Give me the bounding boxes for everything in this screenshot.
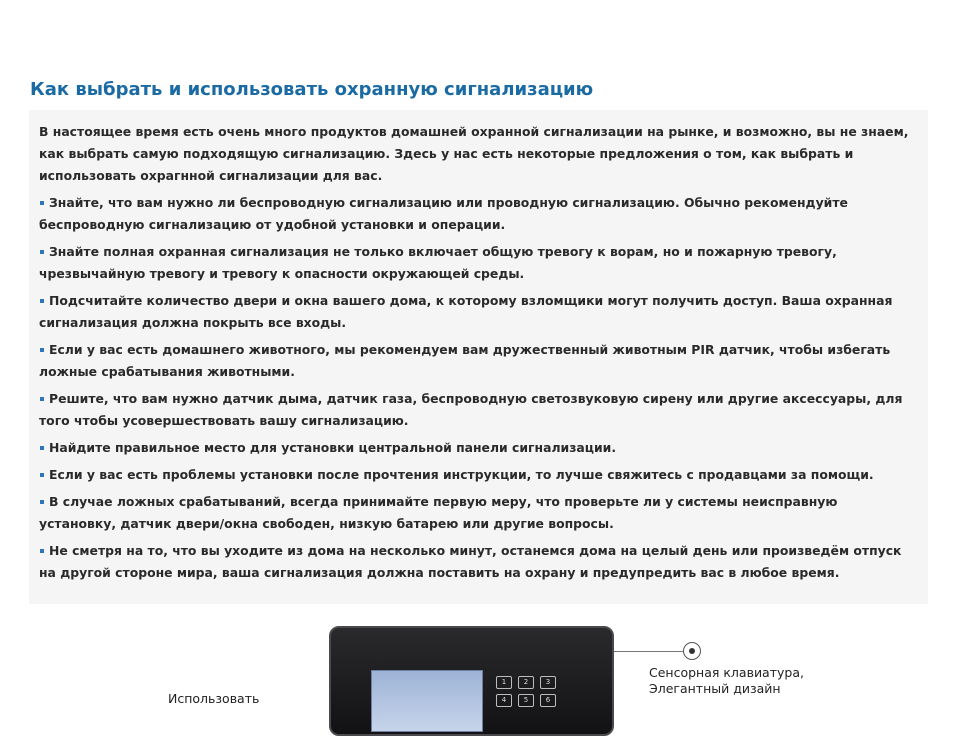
tip-text: Если у вас есть домашнего животного, мы рекомендуем вам дружественный животным PIR датчик, чтобы избегать ложные срабатывания животными. [39, 342, 891, 379]
bullet-icon [40, 201, 44, 205]
bullet-icon [40, 446, 44, 450]
tip-text: В случае ложных срабатываний, всегда принимайте первую меру, что проверьте ли у системы неисправную установку, датчик двери/окна свободен, низкую батарею или другие вопросы. [39, 494, 838, 531]
list-item [39, 437, 916, 459]
tip-text: Знайте полная охранная сигнализация не только включает общую тревогу к ворам, но и пожарную тревогу, чрезвычайную тревогу и тревогу к опасности окружающей среды. [39, 244, 837, 281]
keypad-key: 3 [540, 676, 556, 689]
bullet-icon [40, 473, 44, 477]
bullet-icon [40, 397, 44, 401]
tip-text: Решите, что вам нужно датчик дыма, датчик газа, беспроводную светозвуковую сирену или другие аксессуары, для того чтобы усовершествовать вашу сигнализацию. [39, 391, 903, 428]
alarm-panel-image [329, 626, 614, 736]
bullet-icon [40, 500, 44, 504]
callout-dot-icon [683, 642, 701, 660]
callout-line-2: Элегантный дизайн [649, 681, 781, 696]
keypad-key: 1 [496, 676, 512, 689]
tip-text: Знайте, что вам нужно ли беспроводную сигнализацию или проводную сигнализацию. Обычно рекомендуйте беспроводную сигнализацию от удобной установки и операции. [39, 195, 848, 232]
left-feature-label: Использовать [168, 691, 260, 706]
keypad-callout [649, 665, 804, 697]
keypad-key: 6 [540, 694, 556, 707]
callout-line-1: Сенсорная клавиатура, [649, 665, 804, 680]
list-item [39, 388, 916, 432]
bullet-icon [40, 348, 44, 352]
bullet-icon [40, 250, 44, 254]
tips-list [39, 192, 916, 584]
list-item [39, 464, 916, 486]
list-item [39, 290, 916, 334]
keypad-key: 2 [518, 676, 534, 689]
keypad-key: 5 [518, 694, 534, 707]
list-item [39, 241, 916, 285]
tips-content-box [29, 110, 928, 604]
list-item [39, 339, 916, 383]
page-title: Как выбрать и использовать охранную сигнализацию [30, 79, 594, 100]
alarm-panel-keypad [494, 674, 584, 714]
alarm-panel-screen [371, 670, 483, 732]
callout-line [614, 651, 688, 652]
list-item [39, 540, 916, 584]
list-item [39, 192, 916, 236]
keypad-key: 4 [496, 694, 512, 707]
bullet-icon [40, 299, 44, 303]
tip-text: Найдите правильное место для установки центральной панели сигнализации. [49, 440, 617, 455]
tip-text: Не сметря на то, что вы уходите из дома на несколько минут, останемся дома на целый день или произведём отпуск на другой стороне мира, ваша сигнализация должна поставить на охрану и предупредить вас в любое время. [39, 543, 902, 580]
bullet-icon [40, 549, 44, 553]
list-item [39, 491, 916, 535]
tip-text: Подсчитайте количество двери и окна вашего дома, к которому взломщики могут получить доступ. Ваша охранная сигнализация должна покрыть все входы. [39, 293, 893, 330]
tip-text: Если у вас есть проблемы установки после прочтения инструкции, то лучше свяжитесь с продавцами за помощи. [49, 467, 874, 482]
intro-paragraph: В настоящее время есть очень много продуктов домашней охранной сигнализации на рынке, и возможно, вы не знаем, как выбрать самую подходящую сигнализацию. Здесь у нас есть некоторые предложения о том, как выбрать и использовать охрагнной сигнализации для вас. [39, 124, 909, 183]
